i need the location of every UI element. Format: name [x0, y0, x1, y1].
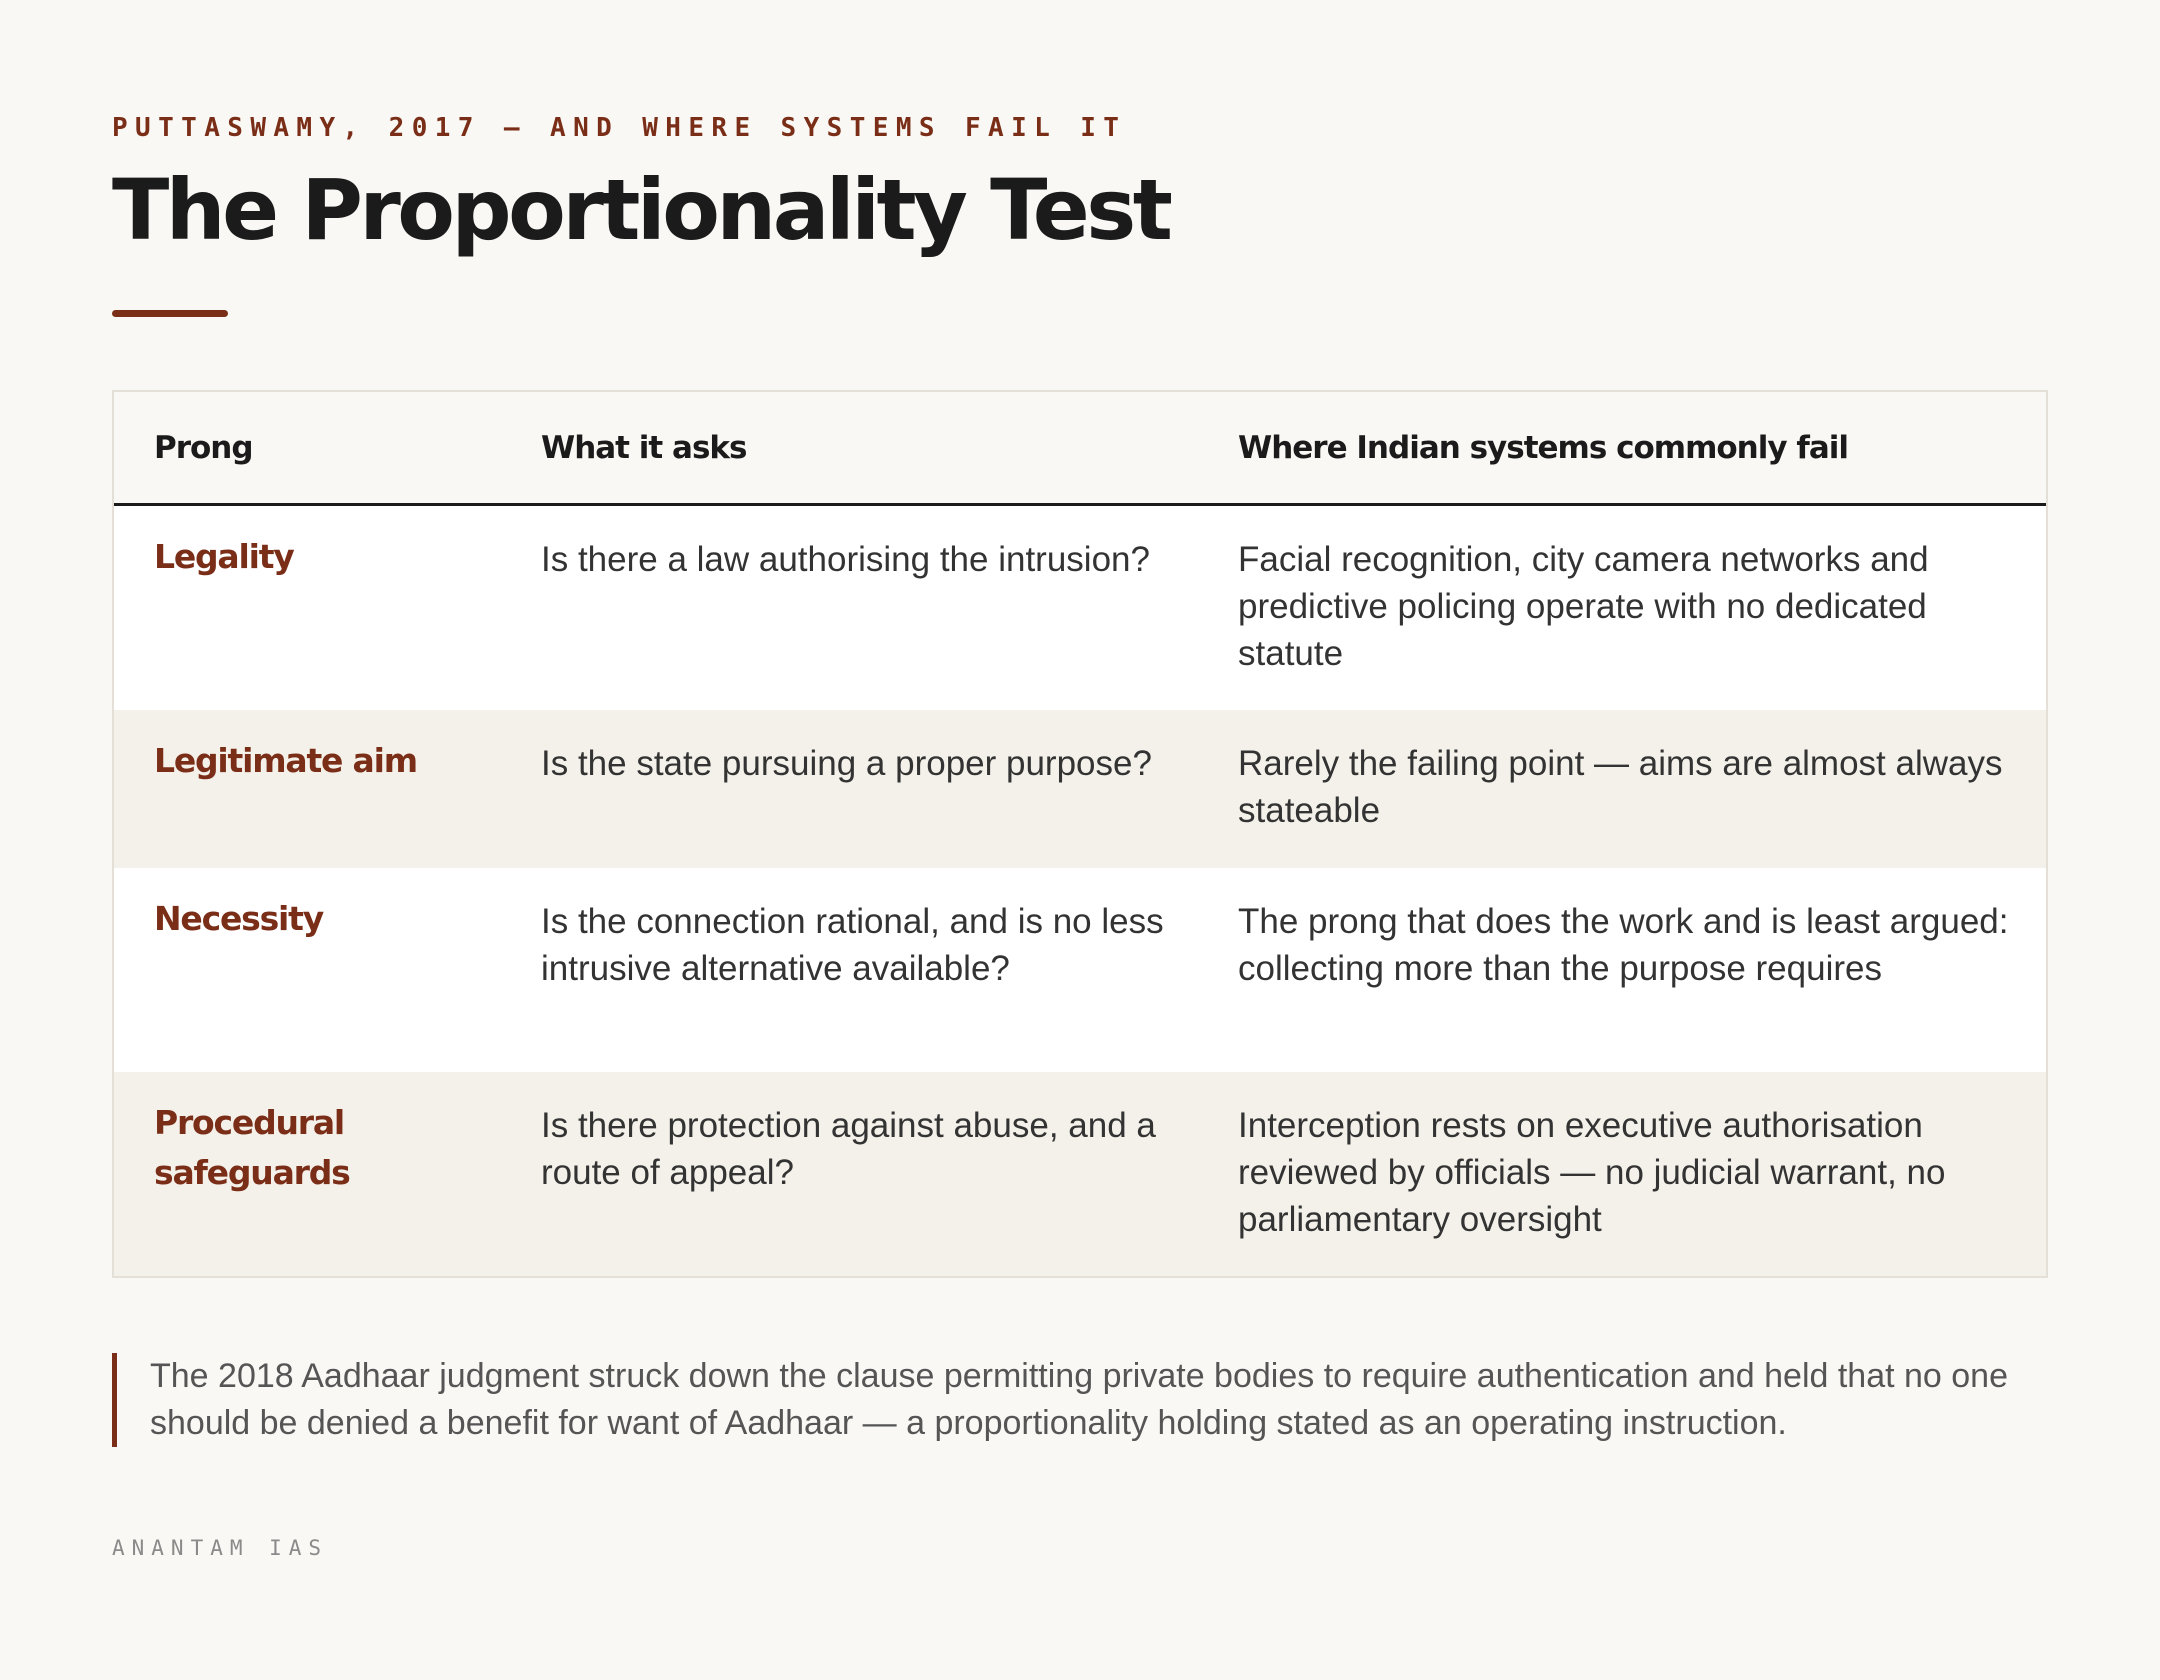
fail-cell: The prong that does the work and is least argued: collecting more than the purpose requires — [1238, 902, 2009, 988]
proportionality-table — [112, 390, 2048, 1278]
asks-cell: Is there protection against abuse, and a route of appeal? — [541, 1106, 1156, 1192]
table-row — [114, 1072, 2046, 1276]
prong-cell: Procedural safeguards — [154, 1103, 350, 1192]
kicker: PUTTASWAMY, 2017 — AND WHERE SYSTEMS FAIL IT — [112, 113, 1127, 143]
footer-brand: ANANTAM IAS — [112, 1536, 329, 1560]
column-header-prong: Prong — [154, 429, 253, 466]
prong-cell: Legitimate aim — [154, 741, 417, 780]
table-header-row — [114, 392, 2046, 506]
aadhaar-note: The 2018 Aadhaar judgment struck down the clause permitting private bodies to require authentication and held that no one should be denied a benefit for want of Aadhaar — a proportionality holding stated as an operating instruction. — [112, 1353, 2048, 1447]
table-row — [114, 710, 2046, 868]
table-row — [114, 868, 2046, 1072]
fail-cell: Facial recognition, city camera networks and predictive policing operate with no dedicated statute — [1238, 540, 1929, 673]
page-title: The Proportionality Test — [112, 161, 1170, 259]
column-header-where-systems-fail: Where Indian systems commonly fail — [1238, 429, 1849, 466]
fail-cell: Rarely the failing point — aims are almost always stateable — [1238, 744, 2003, 830]
prong-cell: Necessity — [154, 899, 324, 938]
prong-cell: Legality — [154, 537, 294, 576]
fail-cell: Interception rests on executive authorisation reviewed by officials — no judicial warrant, no parliamentary oversight — [1238, 1106, 1946, 1239]
table-row — [114, 506, 2046, 710]
column-header-what-it-asks: What it asks — [541, 429, 747, 466]
title-underline — [112, 310, 228, 317]
asks-cell: Is the state pursuing a proper purpose? — [541, 744, 1152, 783]
asks-cell: Is there a law authorising the intrusion? — [541, 540, 1150, 579]
asks-cell: Is the connection rational, and is no less intrusive alternative available? — [541, 902, 1164, 988]
